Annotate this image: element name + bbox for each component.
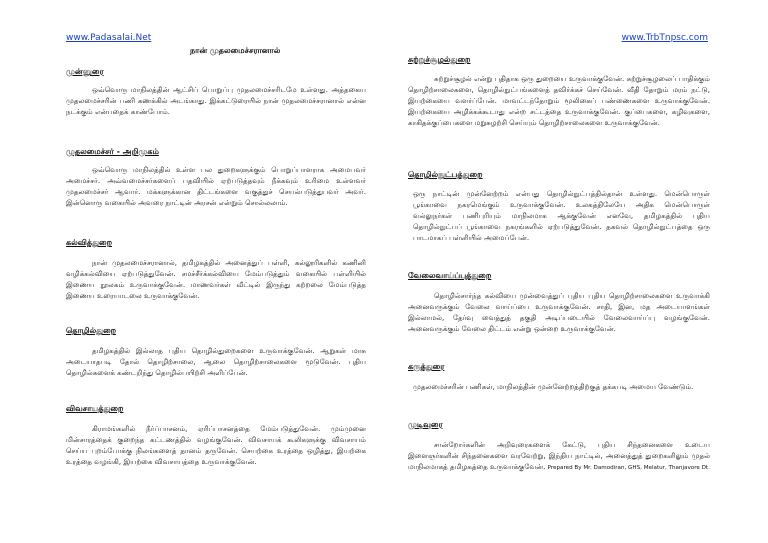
essay-title: நான் முதலமைச்சரானால் <box>190 46 281 55</box>
section-body-employment: தொழில்சார்ந்த கல்வியை முன்வைத்துப் புதிய புதிய தொழிற்சாலைகளை உருவாக்கி அனைவருக்கும் வேலை வாய்ப்பை உருவாக்குவேன். சாதி, இன, மத அடையாளங்கள் இல்லாமல், தேர்வு வைத்துத் தகுதி அடிப்படையில் வேலைவாய்ப்பு வழங்குவேன். அனைவருக்கும் வேலை திட்டம் என்று ஒன்றை உருவாக்குவேன். <box>408 291 710 333</box>
section-heading-cm-intro: முதலமைச்சர் - அறிமுகம் <box>66 147 159 156</box>
section-body-industry: தமிழகத்தில் இல்லாத புதிய தொழில்துறைகளை உருவாக்குவேன். ஆறுகள் மாசு அடையாதபடி தோல் தொழிற்சாலை, ஆலை தொழிற்சாலைகளை மூடுவேன். புதிய தொழில்களைக் கண்டறிந்து தொழில்பயிற்சி அளிப்பேன். <box>66 346 366 377</box>
author-credit: Prepared By Mr. Damodiran, GHS, Melatur, Thanjavore Dt. <box>547 465 710 471</box>
section-heading-education: கல்வித்துறை <box>66 238 113 247</box>
section-heading-agriculture: விவசாயத்துறை <box>66 404 124 413</box>
section-body-education: நான் முதலமைச்சரானால், தமிழகத்தில் அனைத்துப் பள்ளி, கல்லூரிகளில் கணினி வழிக்கல்வியை ஏற்படுத்துவேன். சமச்சீர்க்கல்வியை மேம்படுத்தும் வகையில் பள்ளியில் இணைய நூலகம் உருவாக்குவேன். மாணவர்கள் வீட்டில் இருந்து கற்றலை மேம்படுத்த இணைய உரையாடலை உருவாக்குவேன். <box>66 258 366 300</box>
padasalai-link[interactable]: www.Padasalai.Net <box>66 33 152 43</box>
section-heading-intro: முன்னுரை <box>66 67 104 76</box>
section-heading-technology: தொழில்நுட்பத்துறை <box>408 170 483 179</box>
section-heading-conclusion: முடிவுரை <box>408 420 443 429</box>
section-heading-environment: சுற்றுச்சூழல்துறை <box>408 55 471 64</box>
section-body-cm-intro: ஒவ்வொரு மாநிலத்தில் உள்ள பல துறைகளுக்கும் பொறுப்பாளராக அமைபவர் அமைச்சர். அவ்வமைச்சர்களைப் பதவியில் ஏற்படுத்தவும் நீக்கவும் உரிமை உள்ளவர் முதலமைச்சர் ஆவார். மக்களுக்கான திட்டங்களை வகுத்துச் செயல்படுத்துபவர் அவர். இன்னொரு வகையில் அவரை நாட்டின் அரசன் என்றும் சொல்லலாம். <box>66 165 366 207</box>
conclusion-text: சான்றோர்களின் அறிவுரைகளைக் கேட்டு, புதிய சிந்தனைகளை உடைய இளைஞர்களின் சிந்தனைகளை வரவேற்று, இந்திய நாட்டில், அனைத்துத் துறைகளிலும் முதல் மாநிலமாகத் தமிழகத்தை உருவாக்குவேன். <box>408 440 710 471</box>
section-body-conclusion <box>408 439 710 474</box>
section-body-environment: சுற்றுச்சூழல் என்று புதிதாக ஒரு துறையை உருவாக்குவேன். சுற்றுச்சூழலைப் பாதிக்கும் தொழிற்சாலைகளை, தொழில்நுட்பங்களைத் தவிர்க்கச் செய்வேன். வீதி தோறும் மரம் நட்டு, இயற்கையை வளர்ப்பேன். மாவட்டந்தோறும் மூலிகைப் பண்ணைகளை உருவாக்குவேன். இயற்கையை அழிக்கக்கூடாது என்ற சட்டத்தை உருவாக்குவேன். குப்பைகளை, கழிவுகளை, காகிதக்குப்பைகளை மறுசுழற்சி செய்யும் தொழிற்சாலைகளை உருவாக்குவேன். <box>408 74 710 127</box>
trbtnpsc-link[interactable]: www.TrbTnpsc.com <box>621 33 708 43</box>
section-body-technology: ஒரு நாட்டின் முன்னேற்றம் என்பது தொழில்நுட்பத்தில்தான் உள்ளது. மென்பொருள் பூங்காவை நகரமெங்கும் உருவாக்குவேன். உலகத்திலேயே அதிக மென்பொருள் வல்லுநர்கள் பணிபுரியும் மாநிலமாக ஆக்குவேன் எனவே, தமிழகத்தில் புதிய தொழில்நுட்பப் பூங்காவை நகரங்களில் ஏற்படுத்துவேன். தகவல் தொழில்நுட்பத்தை ஒரு பாடமாகப் பள்ளியில் அமைப்பேன். <box>413 189 710 242</box>
section-body-agriculture: கிராமங்களில் நீர்ப்பாசனம், ஏரிப்பாசனத்தை மேம்படுத்துவேன். மும்முனை மின்சாரத்தைக் குறைந்த கட்டணத்தில் வழங்குவேன். விவசாயக் கூலிகளுக்கு விவசாயம் செய்ய புறம்போக்கு நிலங்களைத் தானம் தருவேன். செயற்கை உரத்தை ஒழித்து, இயற்கை உரத்தை வழங்கி, இயற்கை விவசாயத்தை உருவாக்குவேன். <box>66 424 366 466</box>
section-heading-industry: தொழில்துறை <box>66 326 117 335</box>
section-body-intro: ஒவ்வொரு மாநிலத்தின் ஆட்சிப் பொறுப்பு முதலமைச்சரிடமே உள்ளது. அத்தகைய முதலமைச்சரின் பணி கணக்கில் அடங்காது. இக்கட்டுரையில் நான் முதலமைச்சரானால் என்ன நடக்கும் என்பதைக் காண்போம். <box>66 85 366 116</box>
section-heading-employment: வேலைவாய்ப்புத்துறை <box>408 271 492 280</box>
section-heading-opinion: கருத்துரை <box>408 362 445 371</box>
section-body-opinion: முதலமைச்சரின் பணிகள், மாநிலத்தின் முன்னேற்றத்திற்குத் தக்கபடி அமைய வேண்டும். <box>413 382 694 391</box>
